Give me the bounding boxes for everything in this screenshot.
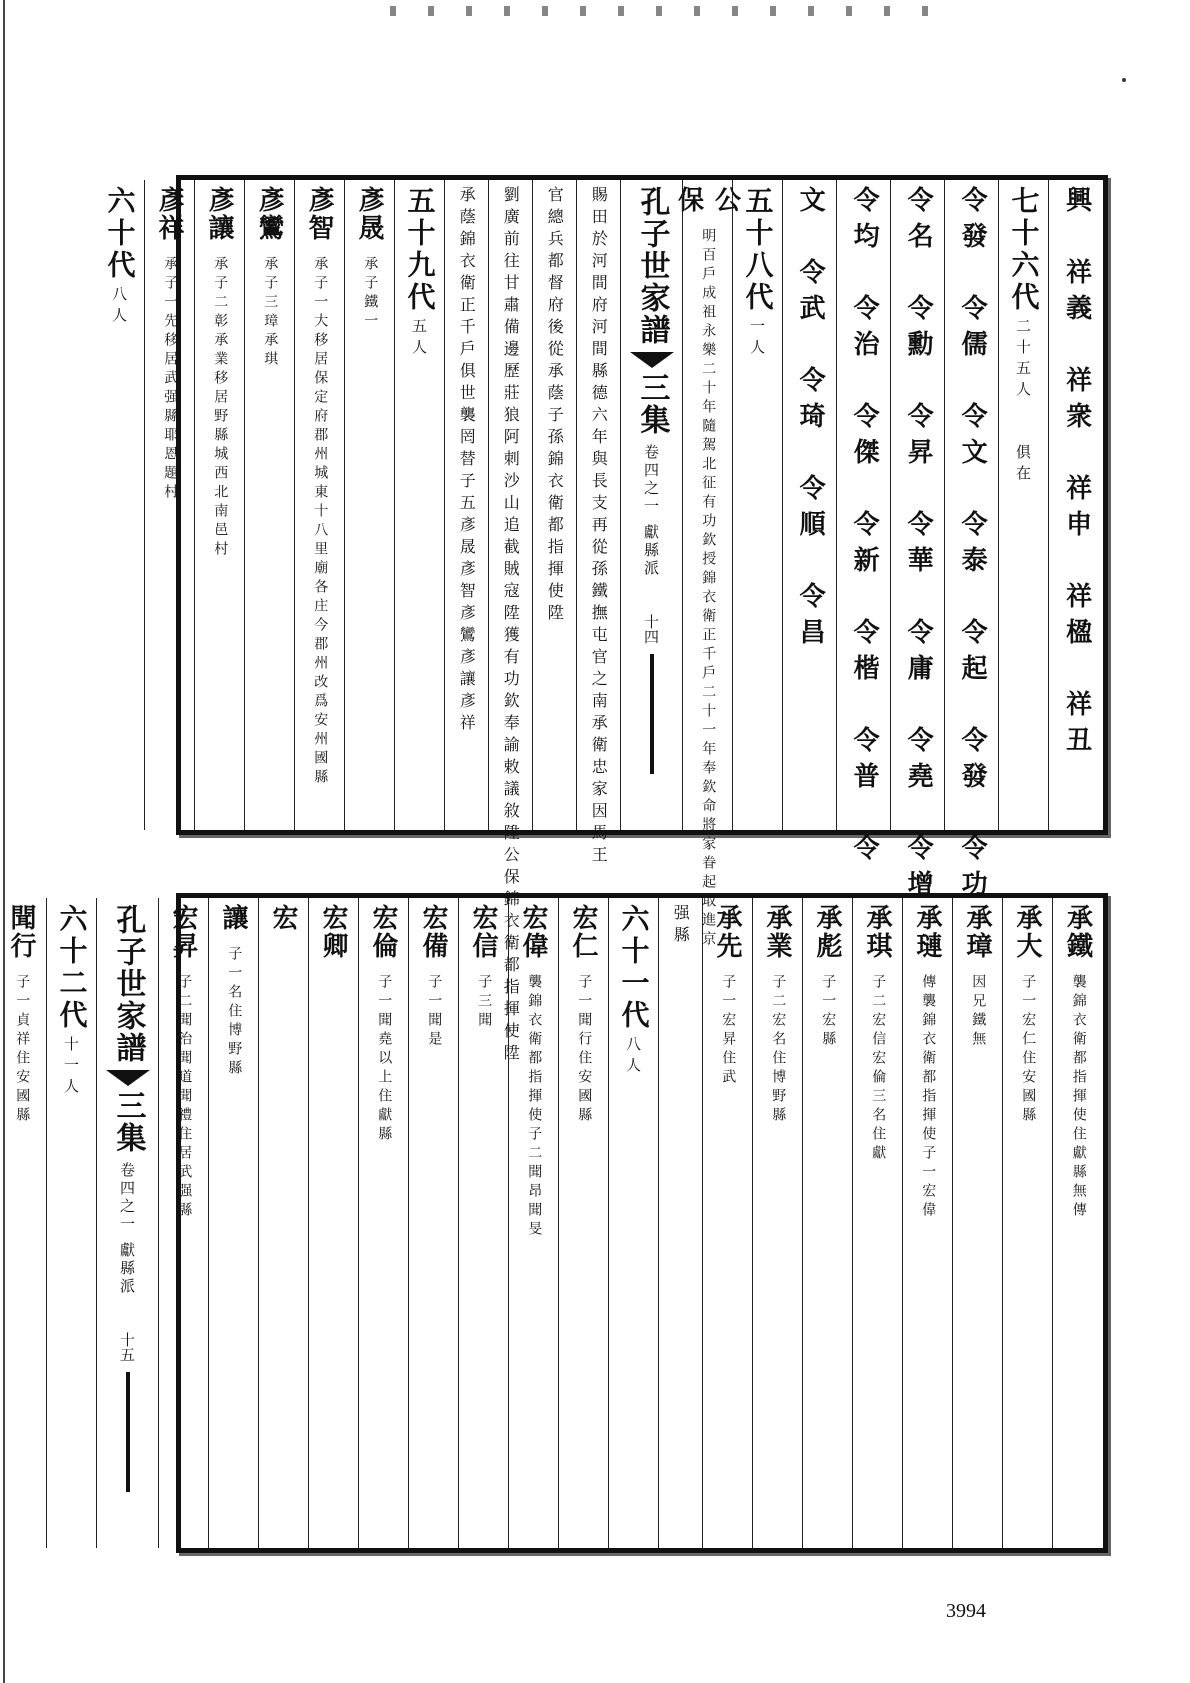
generation-label: 六十二代 [55,904,89,1032]
person-column [753,898,803,1548]
person-column [309,898,359,1548]
annotation-column [577,180,621,868]
folio-number: 十四 [642,614,660,644]
person-entry [201,186,238,830]
person-note: 子一宏仁住安國縣 [1020,974,1037,1126]
person-column [409,898,459,1548]
generation-count: 十一人 [62,1036,80,1099]
generation-label: 七十六代 [1007,186,1041,314]
person-column [345,180,395,830]
person-column [903,898,953,1548]
person-column [853,898,903,1548]
generation-column [395,180,445,830]
person-column [159,898,209,1548]
fishtail-marker [630,352,674,368]
generation-heading [100,186,140,830]
person-name: 彥智 [304,186,334,242]
person-name: 聞行 [6,904,36,960]
person-name: 公保 [673,186,741,214]
person-note: 傳襲錦衣衛都指揮使子一宏偉 [920,974,937,1221]
person-name: 宏偉 [518,904,548,960]
person-entry [415,904,452,1548]
fold-title-column [621,180,683,830]
generation-label: 五十九代 [403,186,437,314]
person-note: 子二宏信宏倫三名住獻 [870,974,887,1164]
annotation-text: 强縣 [671,904,691,948]
person-note: 因兄鐵無 [970,974,987,1050]
person-column [209,898,259,1548]
annotation-text: 官總兵都督府後從承蔭子孫錦衣衛都指揮使陞 [545,186,565,626]
person-entry [809,904,846,1548]
person-entry [909,904,946,1548]
person-column [195,180,245,830]
person-note: 子一宏縣 [820,974,837,1050]
person-entry [709,904,746,1548]
generation-heading [1004,186,1044,830]
person-note: 承子一先移居武强縣耶恩題村 [162,256,179,503]
person-entry [3,904,40,1548]
annotation-text: 劉廣前往甘肅備邊歷莊狼阿刺沙山追截賊寇陞獲有功欽奉諭敕議敘陞公保錦衣衛都指揮使陞 [501,186,521,1066]
fold-bar [650,654,654,774]
generation-column [999,180,1049,830]
person-note: 子一宏昇住武 [720,974,737,1088]
person-note: 明百戶成祖永樂二十年隨駕北征有功欽授錦衣衛正千戶二十一年奉欽命將家眷起取進京 [700,228,717,950]
person-name: 彥讓 [204,186,234,242]
person-note: 襲錦衣衛都指揮使住獻縣無傳 [1070,974,1087,1221]
name-row-column [945,180,999,906]
name-row: 文 令武 令琦 令順 令昌 [795,186,826,654]
collection-label: 三集 [110,1090,146,1154]
generation-count: 八人 [110,286,128,328]
generation-count: 八人 [624,1036,642,1078]
scan-bleed-through [390,6,950,16]
person-entry [465,904,502,1548]
person-name: 彥鸞 [254,186,284,242]
person-name: 承琪 [862,904,892,960]
generation-column [47,898,97,1548]
person-column [259,898,309,1548]
person-name: 宏昇 [168,904,198,960]
annotation-text: 賜田於河間府河間縣德六年與長支再從孫鐵撫屯官之南承衛忠家因馬王 [589,186,609,868]
person-name: 承彪 [812,904,842,960]
person-name: 彥祥 [154,186,184,242]
fold-title-block [630,186,674,830]
person-entry [215,904,252,1548]
person-name: 宏卿 [318,904,348,960]
person-name: 承先 [712,904,742,960]
branch-label: 獻縣派 [642,524,660,578]
person-entry [301,186,338,830]
generation-heading [614,904,654,1548]
generation-heading [52,904,92,1548]
person-column [559,898,609,1548]
scan-speck [1122,78,1126,82]
person-name: 承鐵 [1062,904,1093,960]
person-column [0,898,47,1548]
fold-title-block [106,904,150,1548]
annotation-column [659,898,703,1548]
person-column [359,898,409,1548]
name-row-column [837,180,891,870]
fold-bar [126,1372,130,1492]
person-entry [759,904,796,1548]
name-row: 令發 令儒 令文 令泰 令起 令發 令功 [957,186,988,906]
person-name: 宏信 [468,904,498,960]
person-column [1053,898,1103,1548]
person-name: 宏備 [418,904,448,960]
generation-label: 六十代 [103,186,137,282]
generation-count: 五人 [410,318,428,360]
person-note: 子二聞治聞道聞禮住居武强縣 [176,974,193,1221]
person-name: 宏倫 [368,904,398,960]
person-entry [151,186,188,830]
annotation-text: 承蔭錦衣衛正千戶俱世襲罔替子五彥晟彥智彥鸞彥讓彥祥 [457,186,477,736]
person-entry [165,904,202,1548]
person-note: 承子三璋承琪 [262,256,279,370]
volume-label: 卷四之一 [118,1162,136,1234]
person-column [245,180,295,830]
person-note: 子一貞祥住安國縣 [14,974,31,1126]
annotation-column [533,180,577,830]
fishtail-marker [106,1070,150,1086]
person-column [459,898,509,1548]
name-row: 興 祥義 祥衆 祥申 祥楹 祥丑 [1061,186,1092,762]
genealogy-panel-bottom [6,893,1108,1553]
generation-count: 一人 [748,318,766,360]
person-note: 承子二彰承業移居野縣城西北南邑村 [212,256,229,560]
running-title: 孔子世家譜 [110,904,146,1064]
person-note: 承子鐵一 [362,256,379,332]
person-name: 承大 [1012,904,1042,960]
generation-heading [400,186,440,830]
person-name: 宏仁 [568,904,598,960]
person-note: 子一聞是 [426,974,443,1050]
generation-label: 五十八代 [741,186,775,314]
branch-label: 獻縣派 [118,1242,136,1296]
running-title: 孔子世家譜 [634,186,670,346]
bottom-panel-columns [6,898,1103,1548]
person-entry [959,904,996,1548]
person-note: 承子一大移居保定府郡州城東十八里廟各庄今郡州改爲安州國縣 [312,256,329,788]
person-note: 子二宏名住博野縣 [770,974,787,1126]
person-note: 襲錦衣衛都指揮使子二聞昂聞旻 [526,974,543,1240]
person-name: 讓 [218,904,248,932]
page-number: 3994 [946,1600,986,1622]
person-column [703,898,753,1548]
generation-column [733,180,783,830]
person-entry [265,904,302,1548]
name-row: 令均 令治 令傑 令新 令楷 令普 令 [849,186,880,870]
person-column [509,898,559,1548]
generation-count: 二十五人 俱在 [1014,318,1032,486]
folio-number: 十五 [118,1332,136,1362]
person-entry [859,904,896,1548]
person-entry [515,904,552,1548]
name-row-column [1049,180,1103,830]
person-column [803,898,853,1548]
person-name: 承業 [762,904,792,960]
person-name: 彥晟 [354,186,384,242]
person-column [953,898,1003,1548]
person-entry [565,904,602,1548]
person-entry [1009,904,1046,1548]
person-name: 承璋 [962,904,992,960]
annotation-column [445,180,489,830]
person-entry [1060,904,1097,1548]
person-entry [251,186,288,830]
person-note: 子一名住博野縣 [226,946,243,1079]
generation-column [95,180,145,830]
person-name: 承璉 [912,904,942,960]
person-entry [315,904,352,1548]
person-note: 子一聞行住安國縣 [576,974,593,1126]
volume-label: 卷四之一 [642,444,660,516]
person-note: 子一聞堯以上住獻縣 [376,974,393,1145]
person-note: 子三聞 [476,974,493,1031]
person-entry [365,904,402,1548]
generation-label: 六十一代 [617,904,651,1032]
collection-label: 三集 [634,372,670,436]
name-row-column [783,180,837,830]
person-column [295,180,345,830]
person-entry [351,186,388,830]
name-row: 令名 令勳 令昇 令華 令庸 令堯 令增 [903,186,934,906]
person-column [145,180,195,830]
generation-column [609,898,659,1548]
generation-heading [738,186,778,830]
name-row-column [891,180,945,906]
person-name: 宏 [268,904,298,932]
fold-title-column [97,898,159,1548]
person-column [1003,898,1053,1548]
